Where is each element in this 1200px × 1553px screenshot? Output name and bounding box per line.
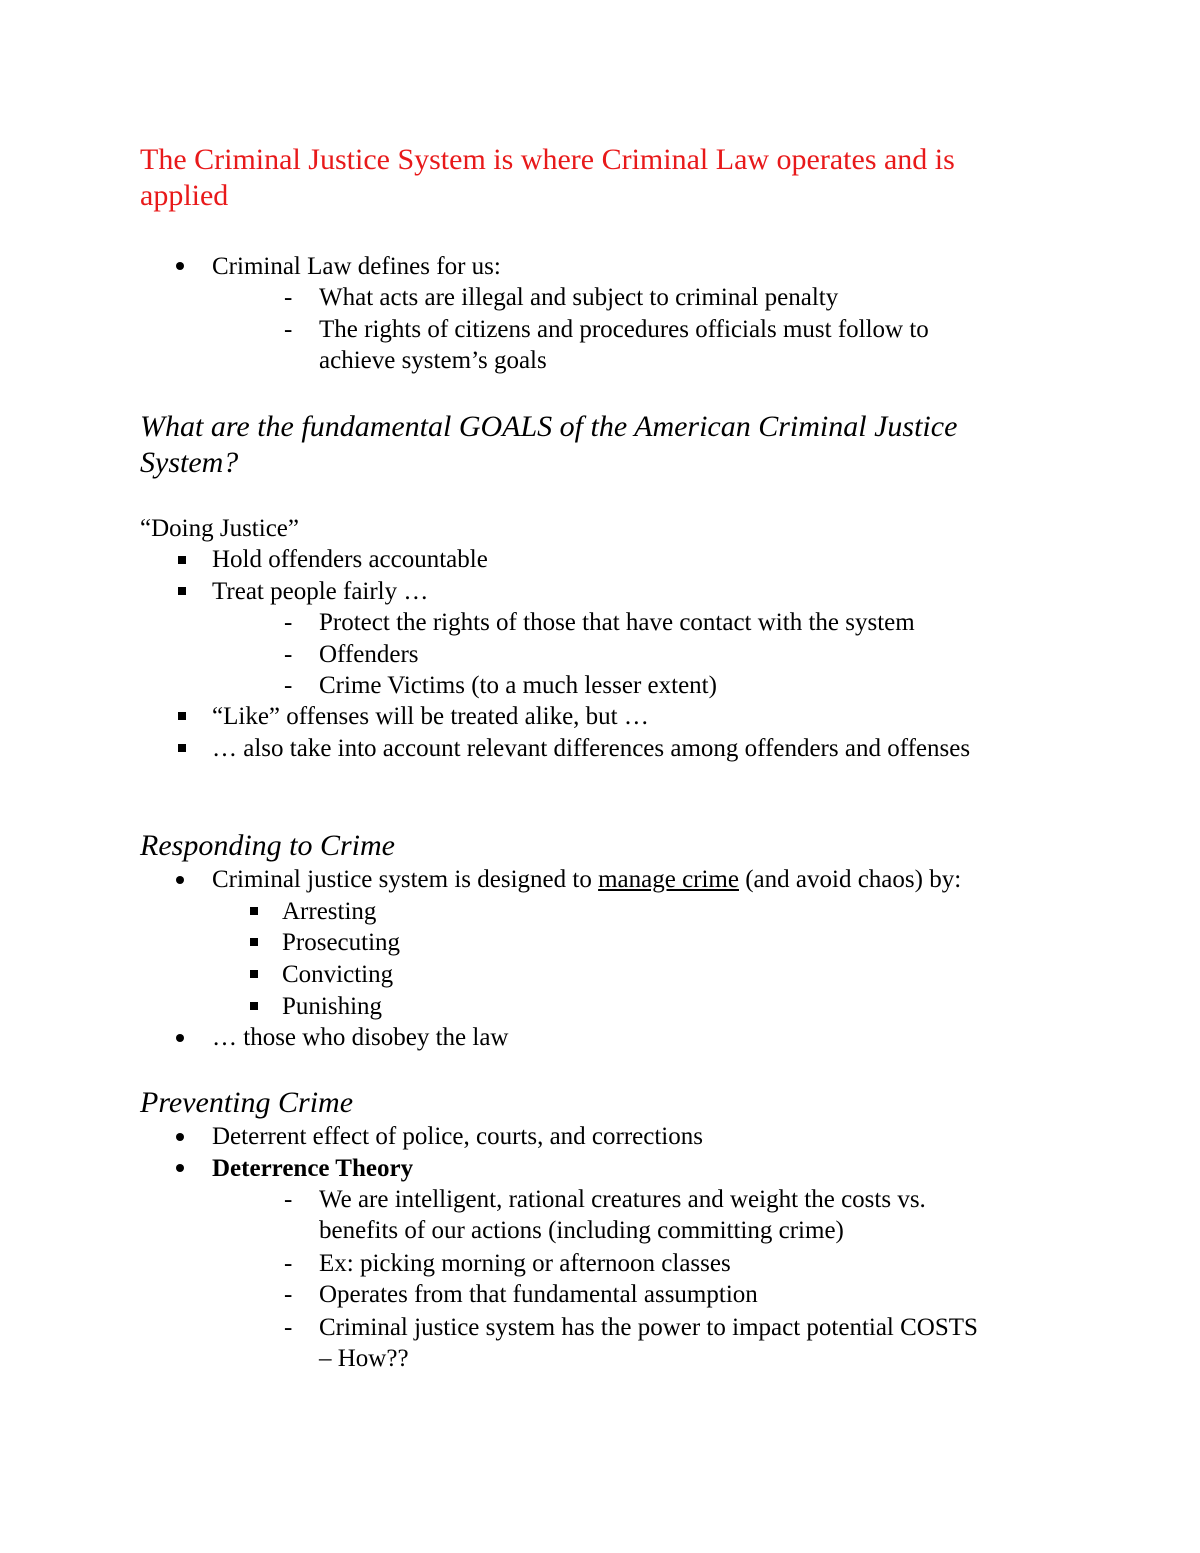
dash-marker: - [284,672,293,699]
goal-item: “Like” offenses will be treated alike, but … [212,703,649,730]
bullet-square [250,907,258,915]
page-title: The Criminal Justice System is where Criminal Law operates and is applied [140,143,955,212]
preventing-item: Operates from that fundamental assumption [319,1281,758,1308]
preventing-item: Criminal justice system has the power to impact potential COSTS [319,1314,978,1341]
bullet-square [250,1002,258,1010]
goal-item: … also take into account relevant differences among offenders and offenses [212,735,971,762]
preventing-item: Ex: picking morning or afternoon classes [319,1250,731,1277]
responding-closing: … those who disobey the law [212,1024,509,1051]
goal-item: Hold offenders accountable [212,546,488,573]
responding-bullet [212,865,961,895]
doing-justice-quote: “Doing Justice” [140,515,299,542]
dash-marker: - [284,1314,293,1341]
responding-sub-item: Convicting [282,961,394,988]
bullet-dot [176,1164,184,1172]
dash-marker: - [284,1250,293,1277]
dash-marker: - [284,1186,293,1213]
dash-marker: - [284,1281,293,1308]
dash-marker: - [284,641,293,668]
responding-sub-item: Prosecuting [282,929,401,956]
intro-bullet: Criminal Law defines for us: [212,253,501,280]
goal-sub-item: Protect the rights of those that have contact with the system [319,609,915,636]
bullet-square [178,587,186,595]
bullet-square [178,712,186,720]
dash-marker: - [284,284,293,311]
bullet-dot [176,262,184,270]
responding-bullet-text-end: (and avoid chaos) by: [738,866,962,893]
dash-marker: - [284,609,293,636]
goals-heading: What are the fundamental GOALS of the American Criminal Justice System? [140,410,958,479]
responding-sub-item: Punishing [282,993,383,1020]
responding-bullet-text: Criminal justice system is designed to [212,866,599,893]
goal-sub-item: Crime Victims (to a much lesser extent) [319,672,717,699]
preventing-item-continued: – How?? [319,1345,409,1372]
manage-crime-underlined: manage crime [598,866,739,893]
preventing-heading: Preventing Crime [140,1086,354,1119]
goal-sub-item: Offenders [319,641,419,668]
bullet-dot [176,1133,184,1141]
bullet-dot [176,1034,184,1042]
preventing-bullet: Deterrent effect of police, courts, and corrections [212,1123,703,1150]
dash-marker: - [284,316,293,343]
bullet-dot [176,876,184,884]
bullet-square [178,744,186,752]
bullet-square [250,970,258,978]
goal-item: Treat people fairly … [212,578,429,605]
intro-item: The rights of citizens and procedures officials must follow to [319,316,929,343]
intro-item-continued: achieve system’s goals [319,347,547,374]
responding-heading: Responding to Crime [140,829,395,862]
bullet-square [178,556,186,564]
preventing-item: We are intelligent, rational creatures and weight the costs vs. [319,1186,926,1213]
preventing-item-continued: benefits of our actions (including committing crime) [319,1217,844,1244]
responding-sub-item: Arresting [282,898,377,925]
bullet-square [250,938,258,946]
intro-item: What acts are illegal and subject to criminal penalty [319,284,839,311]
deterrence-theory: Deterrence Theory [212,1155,414,1182]
